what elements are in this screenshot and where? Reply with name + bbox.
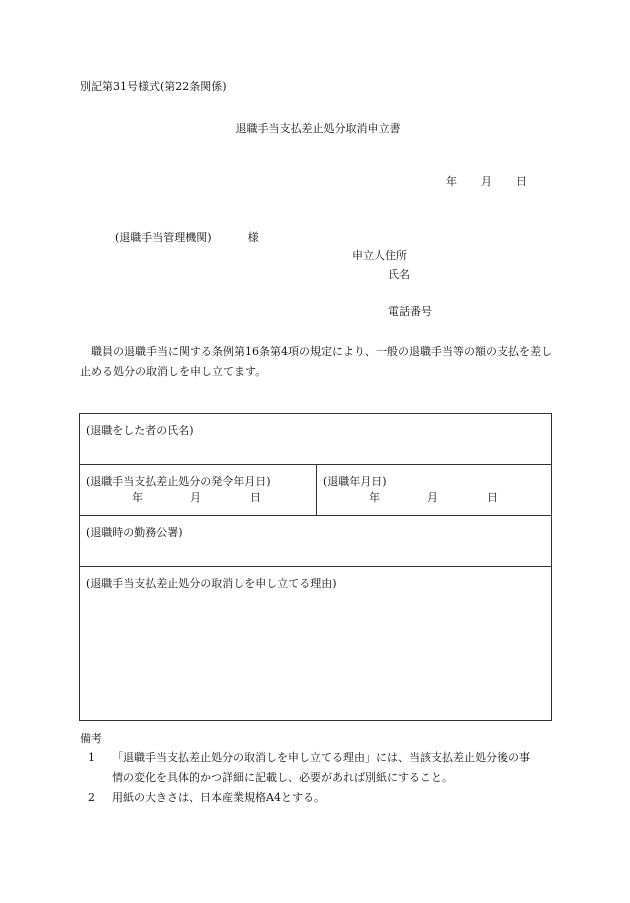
applicant-name-label: 氏名 xyxy=(388,268,410,281)
suspension-month: 月 xyxy=(190,491,201,504)
note-number: 2 xyxy=(88,791,95,804)
dates-row xyxy=(80,465,551,516)
retirement-day: 日 xyxy=(487,491,498,504)
note-text-line2: 情の変化を具体的かつ詳細に記載し、必要があれば別紙にすること。 xyxy=(112,771,453,784)
suspension-date-label: (退職手当支払差止処分の発令年月日) xyxy=(86,475,271,488)
retiree-name-label: (退職をした者の氏名) xyxy=(86,424,194,437)
applicant-address-label: 申立人住所 xyxy=(352,249,407,262)
note-text-line1: 「退職手当支払差止処分の取消しを申し立てる理由」には、当該支払差止処分後の事 xyxy=(112,751,530,764)
addressee-honorific: 様 xyxy=(247,231,259,244)
column-divider xyxy=(316,465,317,515)
form-number: 別記第31号様式(第22条関係) xyxy=(80,80,227,93)
month-label: 月 xyxy=(481,175,492,188)
document-title: 退職手当支払差止処分取消申立書 xyxy=(235,122,401,135)
note-number: 1 xyxy=(88,751,95,764)
workplace-row xyxy=(80,516,551,567)
notes-heading: 備考 xyxy=(80,732,102,745)
year-label: 年 xyxy=(446,175,457,188)
note-item-2 xyxy=(88,788,556,808)
note-item-1 xyxy=(88,748,556,788)
reason-label: (退職手当支払差止処分の取消しを申し立てる理由) xyxy=(86,577,337,590)
day-label: 日 xyxy=(516,175,527,188)
reason-row xyxy=(80,567,551,721)
retirement-year: 年 xyxy=(369,491,380,504)
suspension-year: 年 xyxy=(132,491,143,504)
submission-date xyxy=(446,175,527,189)
addressee-name: (退職手当管理機関) xyxy=(115,231,212,244)
retirement-month: 月 xyxy=(427,491,438,504)
retirement-date-label: (退職年月日) xyxy=(323,475,387,488)
workplace-label: (退職時の勤務公署) xyxy=(86,526,183,539)
note-text-line1: 用紙の大きさは、日本産業規格A4とする。 xyxy=(112,791,325,804)
application-form-table xyxy=(79,413,552,721)
retiree-name-row xyxy=(80,414,551,465)
body-text: 職員の退職手当に関する条例第16条第4項の規定により、一般の退職手当等の額の支払を差し止める処分の取消しを申し立てます。 xyxy=(80,345,552,378)
suspension-day: 日 xyxy=(250,491,261,504)
applicant-phone-label: 電話番号 xyxy=(388,305,432,318)
addressee xyxy=(115,231,259,245)
